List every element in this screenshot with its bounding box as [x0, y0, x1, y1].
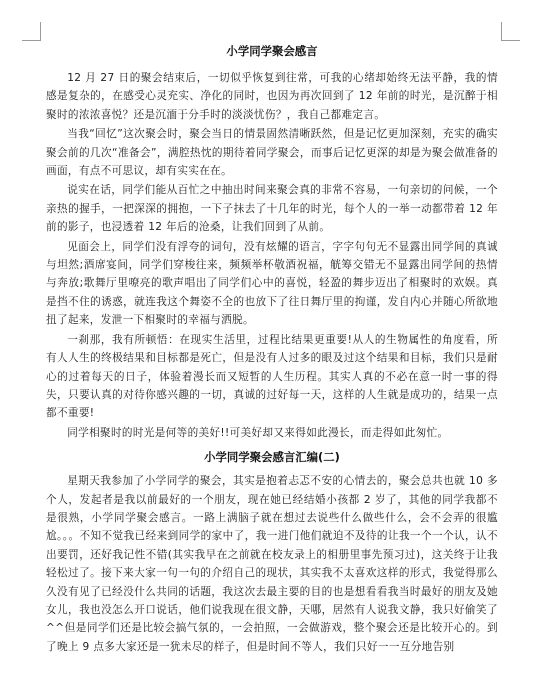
paragraph-5: 一刹那，我有所顿悟：在现实生活里，过程比结果更重要!从人的生物属性的角度看，所有人人生的终极结果和目标都是死亡，但是没有人过多的眼及过这个结果和目标，我们只是耐心的过着每天的日子，体验着漫长而又短暂的人生历程。其实人真的不必在意一时一事的得失，只要认真的对待你感兴趣的一切，真诚的过好每一天，这样的人生就是成功的，结果一点都不重要!: [46, 333, 498, 420]
paragraph-1: 12 月 27 日的聚会结束后，一切似乎恢复到往常，可我的心绪却始终无法平静，我的情感是复杂的，在感受心灵充实、净化的同时，也因为再次回到了 12 年前的时光，是沉醉于相聚时的浓浓喜悦？还是沉湎于分手时的淡淡忧伤？，我自己都难定言。: [46, 72, 498, 121]
paragraph-3: 说实在话，同学们能从百忙之中抽出时间来聚会真的非常不容易，一句亲切的问候，一个亲热的握手，一把深深的拥抱，一下子抹去了十几年的时光，每个人的一举一动都带着 12 年前的影子，也浸透着 12 年后的沧桑，让我们回到了从前。: [46, 184, 498, 234]
crop-mark-top-left: [22, 22, 41, 41]
paragraph-6: 同学相聚时的时光是何等的美好!!可美好却又来得如此漫长，而走得如此匆忙。: [67, 426, 449, 439]
paragraph-4: 见面会上，同学们没有浮夸的词句，没有炫耀的语言，字字句句无不显露出同学间的真诚与坦然;酒席宴间，同学们穿梭往来，频频举杯敬酒祝福，觥筹交错无不显露出同学间的热情与奔放;歌舞厅里嘹亮的歌声唱出了同学们心中的喜悦，轻盈的舞步迈出了相聚时的欢娱。真是挡不住的诱惑，就连我这个舞姿不全的也放下了往日舞厅里的拘谨，发自内心并随心所欲地扭了起来，发泄一下相聚时的幸福与洒脱。: [46, 240, 498, 327]
paragraph-2: 当我“回忆”这次聚会时，聚会当日的情景固然清晰跃然，但是记忆更加深刻，充实的确实聚会前的几次“准备会”，满腔热忱的期待着同学聚会，而事后记忆更深的却是为聚会做准备的画面，有点不可思议，却有实实在在。: [46, 128, 498, 178]
document-body: [46, 44, 498, 657]
document-title: 小学同学聚会感言: [226, 44, 318, 58]
crop-mark-top-right: [501, 22, 520, 41]
section-2-paragraph-1: 星期天我参加了小学同学的聚会，其实是抱着忐忑不安的心情去的，聚会总共也就 10 多个人，发起者是我以前最好的一个朋友，现在她已经结婚小孩都 2 岁了，其他的同学我都不是很熟，小学同学聚会感言。一路上满脑子就在想过去说些什么做些什么，会不会弄的很尴尬。。。不知不觉我已经来到同学的家中了，我一进门他们就迫不及待的让我一个一个认，认不出要罚，还好我记性不错(其实我早在之前就在校友录上的相册里事先预习过)，这关终于让我轻松过了。接下来大家一句一句的介绍自己的现状，其实我不太喜欢这样的形式，我觉得那么久没有见了已经没什么共同的话题，我这次去最主要的目的也是想看看我当时最好的朋友及她女儿，我也没怎么开口说话，他们说我现在很文静，天哪，居然有人说我文静，我只好偷笑了^^但是同学们还是比较会搞气氛的，一会拍照，一会做游戏，整个聚会还是比较开心的。到了晚上 9 点多大家还是一犹未尽的样子，但是时间不等人，我们只好一一互分地告别: [46, 475, 498, 653]
section-2-title: 小学同学聚会感言汇编(二): [204, 450, 340, 465]
